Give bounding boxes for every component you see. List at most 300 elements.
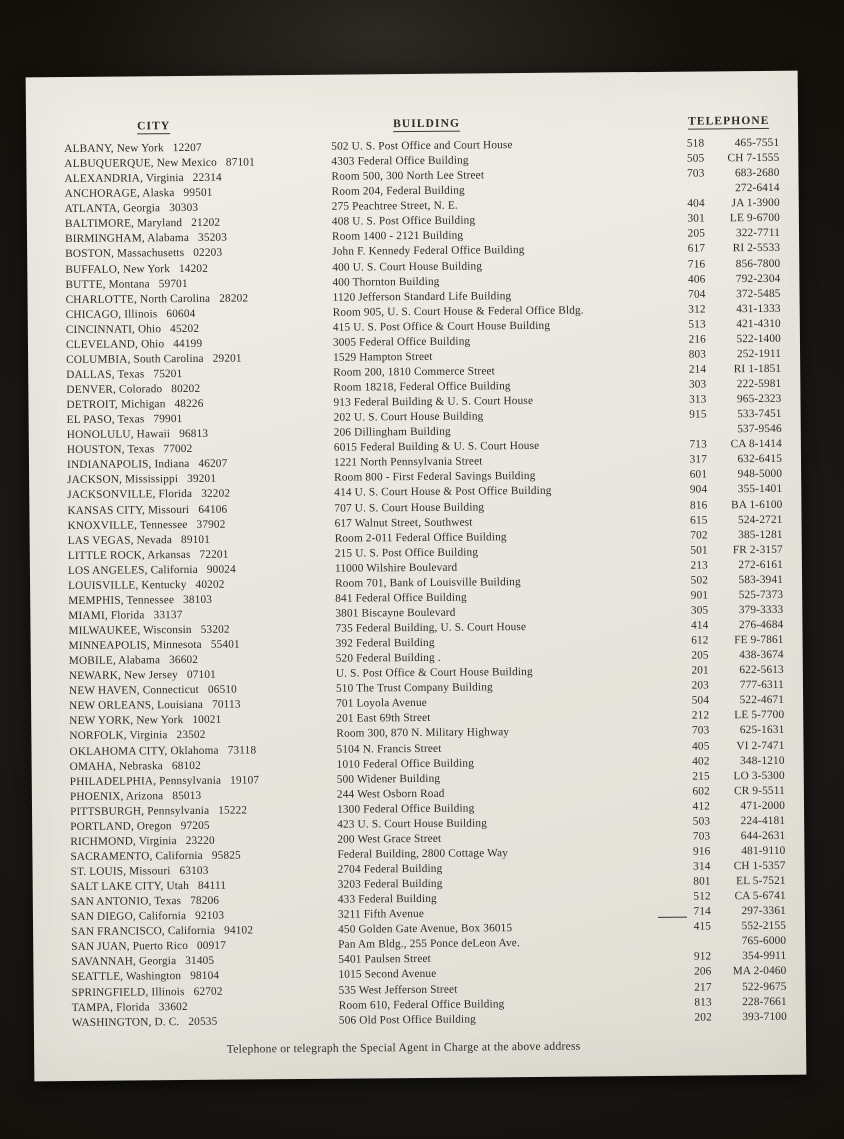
area-code-cell: 703 xyxy=(692,830,711,843)
zip-code: 06510 xyxy=(207,683,238,697)
building-cell: 913 Federal Building & U. S. Court House xyxy=(333,395,534,409)
building-cell: U. S. Post Office & Court House Building xyxy=(335,666,533,680)
city-name: OMAHA, Nebraska xyxy=(69,759,163,773)
column-header-telephone: TELEPHONE xyxy=(687,114,770,128)
building-cell: 275 Peachtree Street, N. E. xyxy=(331,199,458,213)
phone-cell: 372-5485 xyxy=(735,287,781,300)
phone-cell: LE 9-6700 xyxy=(729,212,780,225)
phone-cell: EL 5-7521 xyxy=(736,874,786,888)
zip-code: 89101 xyxy=(180,533,211,546)
phone-cell: 348-1210 xyxy=(740,754,785,767)
building-cell: 433 Federal Building xyxy=(337,892,437,906)
zip-code: 15222 xyxy=(218,804,248,817)
building-cell: 701 Loyola Avenue xyxy=(336,697,427,711)
phone-cell: 421-4310 xyxy=(736,317,781,330)
zip-code: 98104 xyxy=(190,970,220,983)
area-code-cell: 601 xyxy=(689,468,708,481)
building-cell: 3211 Fifth Avenue xyxy=(337,908,425,921)
phone-cell: 632-6415 xyxy=(737,453,783,466)
zip-code: 00917 xyxy=(196,939,227,953)
phone-cell: 385-1281 xyxy=(738,528,783,541)
city-name: MIAMI, Florida xyxy=(68,609,145,622)
city-name: TAMPA, Florida xyxy=(71,1000,150,1014)
building-cell: John F. Kennedy Federal Office Building xyxy=(332,244,525,259)
building-cell: Room 18218, Federal Office Building xyxy=(333,380,511,394)
city-name: NEWARK, New Jersey xyxy=(68,669,178,683)
area-code-cell: 201 xyxy=(691,664,709,677)
city-name: LOS ANGELES, California xyxy=(67,563,198,577)
building-cell: 3801 Biscayne Boulevard xyxy=(335,606,456,620)
city-name: LOUISVILLE, Kentucky xyxy=(68,578,187,592)
phone-cell: 522-9675 xyxy=(742,980,787,993)
area-code-cell: 415 xyxy=(693,920,712,933)
building-cell: 392 Federal Building xyxy=(335,636,435,650)
building-cell: Room 1400 - 2121 Building xyxy=(331,229,464,244)
phone-cell: 644-2631 xyxy=(740,829,786,843)
zip-code: 45202 xyxy=(170,322,200,335)
building-cell: 5401 Paulsen Street xyxy=(338,953,431,967)
zip-code: 38103 xyxy=(183,593,213,606)
phone-cell: 522-1400 xyxy=(736,332,781,346)
phone-cell: 471-2000 xyxy=(740,799,786,812)
zip-code: 48226 xyxy=(174,397,204,411)
document-page xyxy=(26,71,807,1082)
building-cell: 1300 Federal Office Building xyxy=(336,802,475,816)
zip-code: 55401 xyxy=(210,638,240,651)
phone-cell: 525-7373 xyxy=(738,588,784,602)
zip-code: 59701 xyxy=(158,277,188,290)
phone-cell: 379-3333 xyxy=(738,603,784,617)
city-name: KNOXVILLE, Tennessee xyxy=(67,518,188,532)
building-cell: 400 Thornton Building xyxy=(332,275,440,289)
phone-cell: 354-9911 xyxy=(742,950,787,963)
phone-cell: 683-2680 xyxy=(734,166,780,180)
phone-cell: 533-7451 xyxy=(737,407,782,421)
zip-code: 62702 xyxy=(193,985,223,998)
building-cell: 617 Walnut Street, Southwest xyxy=(334,516,473,530)
phone-cell: 222-5981 xyxy=(736,377,782,391)
zip-code: 39201 xyxy=(187,473,217,486)
phone-cell: 224-4181 xyxy=(740,814,786,827)
zip-code: 23220 xyxy=(185,834,215,847)
phone-cell: RI 1-1851 xyxy=(733,362,782,376)
city-name: SALT LAKE CITY, Utah xyxy=(70,880,190,894)
building-cell: 1529 Hampton Street xyxy=(333,350,433,364)
phone-cell: 965-2323 xyxy=(736,392,782,406)
area-code-cell: 314 xyxy=(693,860,711,873)
zip-code: 20535 xyxy=(188,1015,218,1028)
column-header-city: CITY xyxy=(137,120,171,133)
building-cell: Room 701, Bank of Louisville Building xyxy=(335,575,521,590)
building-cell: Room 800 - First Federal Savings Building xyxy=(334,470,536,485)
zip-code: 29201 xyxy=(212,352,242,365)
phone-cell: 297-3361 xyxy=(741,904,786,918)
building-cell: 707 U. S. Court House Building xyxy=(334,500,485,515)
area-code-cell: 501 xyxy=(690,544,708,557)
building-cell: 510 The Trust Company Building xyxy=(335,681,493,695)
phone-cell: 583-3941 xyxy=(738,573,784,586)
building-cell: 1221 North Pennsylvania Street xyxy=(333,455,483,470)
area-code-cell: 217 xyxy=(694,980,712,994)
city-name: CINCINNATI, Ohio xyxy=(65,322,162,336)
city-name: HONOLULU, Hawaii xyxy=(66,428,171,442)
city-name: PITTSBURGH, Pennsylvania xyxy=(69,804,210,818)
phone-cell: 792-2304 xyxy=(735,272,781,285)
area-code-cell: 702 xyxy=(690,529,708,542)
phone-cell: 948-5000 xyxy=(737,468,783,481)
building-cell: 6015 Federal Building & U. S. Court House xyxy=(333,440,540,454)
phone-cell: 524-2721 xyxy=(737,513,783,526)
city-name: ALBUQUERQUE, New Mexico xyxy=(64,156,217,171)
city-name: BIRMINGHAM, Alabama xyxy=(64,232,190,246)
zip-code: 44199 xyxy=(173,337,203,350)
city-name: JACKSONVILLE, Florida xyxy=(67,488,193,502)
building-cell: 1010 Federal Office Building xyxy=(336,757,475,771)
area-code-cell: 704 xyxy=(688,288,706,301)
zip-code: 92103 xyxy=(195,909,225,923)
zip-code: 99501 xyxy=(183,186,213,200)
zip-code: 12207 xyxy=(172,141,202,155)
city-name: PHOENIX, Arizona xyxy=(69,789,164,803)
city-name: SAN JUAN, Puerto Rico xyxy=(71,940,189,954)
zip-code: 60604 xyxy=(166,307,196,320)
zip-code: 19107 xyxy=(230,774,260,787)
city-name: PHILADELPHIA, Pennsylvania xyxy=(69,774,222,788)
area-code-cell: 404 xyxy=(687,197,705,210)
city-name: LITTLE ROCK, Arkansas xyxy=(67,548,191,562)
zip-code: 28202 xyxy=(219,292,249,305)
footer-note: Telephone or telegraph the Special Agent in Charge at the above address xyxy=(226,1039,581,1056)
city-name: NORFOLK, Virginia xyxy=(69,729,168,743)
phone-cell: 625-1631 xyxy=(739,724,785,737)
building-cell: 502 U. S. Post Office and Court House xyxy=(331,139,513,153)
city-name: ATLANTA, Georgia xyxy=(64,202,161,216)
area-code-cell: 703 xyxy=(691,724,710,738)
city-name: MEMPHIS, Tennessee xyxy=(68,593,175,607)
zip-code: 73118 xyxy=(227,743,257,757)
building-cell: 201 East 69th Street xyxy=(336,712,431,726)
area-code-cell: 612 xyxy=(691,634,709,647)
area-code-cell: 206 xyxy=(694,965,712,979)
phone-cell: LO 3-5300 xyxy=(733,769,785,782)
building-cell: 1015 Second Avenue xyxy=(338,968,437,982)
zip-code: 78206 xyxy=(190,894,220,908)
area-code-cell: 713 xyxy=(689,438,707,451)
city-name: NEW ORLEANS, Louisiana xyxy=(69,699,204,713)
city-name: DETROIT, Michigan xyxy=(66,398,166,412)
building-cell: Room 610, Federal Office Building xyxy=(338,997,505,1012)
zip-code: 31405 xyxy=(185,955,215,968)
directory-rows xyxy=(64,136,787,1031)
phone-cell: LE 5-7700 xyxy=(734,709,785,722)
area-code-cell: 205 xyxy=(687,227,706,240)
city-name: SAVANNAH, Georgia xyxy=(71,955,177,969)
city-name: SACRAMENTO, California xyxy=(70,849,203,863)
phone-cell: BA 1-6100 xyxy=(731,498,783,511)
zip-code: 33602 xyxy=(158,1000,188,1013)
building-cell: Room 200, 1810 Commerce Street xyxy=(333,365,495,379)
area-code-cell: 617 xyxy=(687,242,706,256)
area-code-cell: 202 xyxy=(694,1011,712,1024)
zip-code: 32202 xyxy=(201,488,231,501)
city-name: INDIANAPOLIS, Indiana xyxy=(66,458,190,472)
area-code-cell: 504 xyxy=(691,694,710,707)
area-code-cell: 816 xyxy=(689,498,708,512)
building-cell: Room 300, 870 N. Military Highway xyxy=(336,726,510,741)
area-code-cell: 502 xyxy=(690,574,709,587)
zip-code: 64106 xyxy=(198,503,228,516)
phone-cell: RI 2-5533 xyxy=(732,242,781,255)
city-name: HOUSTON, Texas xyxy=(66,443,155,457)
building-cell: 408 U. S. Post Office Building xyxy=(331,214,476,229)
city-name: MILWAUKEE, Wisconsin xyxy=(68,623,192,638)
city-cell xyxy=(72,1013,339,1030)
zip-code: 22314 xyxy=(192,171,222,185)
zip-code: 77002 xyxy=(163,443,193,456)
city-name: NEW HAVEN, Connecticut xyxy=(68,684,200,698)
area-code-cell: 803 xyxy=(688,348,707,361)
area-code-cell: 503 xyxy=(692,815,711,828)
phone-cell: 481-9110 xyxy=(741,844,786,858)
phone-cell: 777-6311 xyxy=(739,679,785,692)
city-name: DALLAS, Texas xyxy=(66,368,145,381)
area-code-cell xyxy=(671,935,711,950)
area-code-cell: 916 xyxy=(692,845,711,858)
area-code-cell: 313 xyxy=(689,393,707,406)
city-name: LAS VEGAS, Nevada xyxy=(67,533,173,547)
area-code-cell: 901 xyxy=(690,589,709,602)
phone-cell: 355-1401 xyxy=(737,483,783,496)
area-code-cell: 615 xyxy=(690,514,708,527)
area-code-cell: 406 xyxy=(687,273,706,286)
phone-cell: 431-1333 xyxy=(736,302,781,315)
city-name: ALEXANDRIA, Virginia xyxy=(64,172,184,186)
area-code-cell: 703 xyxy=(687,167,705,180)
city-name: SAN ANTONIO, Texas xyxy=(70,895,182,909)
area-code-cell: 203 xyxy=(691,679,710,692)
area-code-cell: 317 xyxy=(689,453,708,466)
phone-cell: CR 9-5511 xyxy=(733,784,785,797)
building-cell: 1120 Jefferson Standard Life Building xyxy=(332,289,512,304)
area-code-cell: 412 xyxy=(692,800,711,813)
phone-cell: 552-2155 xyxy=(741,920,787,933)
area-code-cell: 513 xyxy=(688,318,706,331)
zip-code: 96813 xyxy=(179,427,209,441)
zip-code: 35203 xyxy=(197,232,228,245)
phone-cell: 272-6414 xyxy=(735,181,780,195)
building-cell: 400 U. S. Court House Building xyxy=(332,259,483,274)
zip-code: 40202 xyxy=(195,578,225,591)
phone-cell: CH 1-5357 xyxy=(733,859,786,873)
zip-code: 46207 xyxy=(198,457,228,471)
building-cell: 2704 Federal Building xyxy=(337,862,443,876)
building-cell: 215 U. S. Post Office Building xyxy=(334,546,479,560)
zip-code: 68102 xyxy=(171,759,201,772)
phone-cell: MA 2-0460 xyxy=(732,965,787,978)
city-name: CHARLOTTE, North Carolina xyxy=(65,292,211,306)
area-code-cell: 214 xyxy=(688,363,707,376)
phone-cell: 228-7661 xyxy=(742,995,787,1008)
phone-cell: CA 8-1414 xyxy=(730,438,782,451)
zip-code: 97205 xyxy=(180,819,210,832)
area-code-cell: 301 xyxy=(687,212,705,225)
building-cell: 415 U. S. Post Office & Court House Building xyxy=(332,319,551,334)
phone-cell: 276-4684 xyxy=(738,618,784,632)
building-cell: 841 Federal Office Building xyxy=(335,591,467,605)
city-name: RICHMOND, Virginia xyxy=(70,834,177,848)
city-name: EL PASO, Texas xyxy=(66,413,145,427)
zip-code: 95825 xyxy=(211,849,241,862)
zip-code: 07101 xyxy=(186,668,216,682)
zip-code: 14202 xyxy=(178,262,209,275)
zip-code: 10021 xyxy=(192,714,222,727)
city-name: CLEVELAND, Ohio xyxy=(65,338,165,351)
table-header xyxy=(64,115,779,137)
city-name: PORTLAND, Oregon xyxy=(70,819,172,833)
zip-code: 33137 xyxy=(153,608,183,622)
building-cell: 735 Federal Building, U. S. Court House xyxy=(335,621,527,635)
city-name: SAN DIEGO, California xyxy=(70,910,187,924)
building-cell: 450 Golden Gate Avenue, Box 36015 xyxy=(338,922,513,936)
phone-cell: 465-7551 xyxy=(734,136,780,150)
phone-cell: 522-4671 xyxy=(739,694,785,707)
city-name: BALTIMORE, Maryland xyxy=(64,217,183,231)
building-cell: 11000 Wilshire Boulevard xyxy=(334,561,458,575)
building-cell: 206 Dillingham Building xyxy=(333,425,451,439)
city-name: CHICAGO, Illinois xyxy=(65,307,158,321)
zip-code: 84111 xyxy=(197,879,227,892)
zip-code: 72201 xyxy=(199,548,229,561)
area-code-cell: 414 xyxy=(690,619,709,632)
phone-cell: JA 1-3900 xyxy=(731,197,780,210)
building-cell: Room 204, Federal Building xyxy=(331,184,465,198)
phone-cell: 622-5613 xyxy=(739,663,784,677)
building-cell: Room 905, U. S. Court House & Federal Office Bldg. xyxy=(332,304,584,319)
building-cell: 520 Federal Building . xyxy=(335,651,441,665)
phone-cell: 438-3674 xyxy=(739,648,784,662)
building-cell: 535 West Jefferson Street xyxy=(338,983,458,997)
city-name: BOSTON, Massachusetts xyxy=(65,247,185,261)
area-code-cell: 212 xyxy=(691,709,710,722)
area-code-cell: 813 xyxy=(694,995,712,1009)
area-code-cell: 505 xyxy=(686,152,705,165)
zip-code: 85013 xyxy=(172,789,202,802)
city-name: JACKSON, Mississippi xyxy=(67,473,179,487)
area-code-cell xyxy=(667,423,707,438)
city-name: COLUMBIA, South Carolina xyxy=(66,352,204,366)
city-name: NEW YORK, New York xyxy=(69,714,184,728)
city-name: DENVER, Colorado xyxy=(66,383,163,397)
phone-cell: 765-6000 xyxy=(741,935,787,948)
city-name: ALBANY, New York xyxy=(64,142,164,156)
area-code-cell: 303 xyxy=(688,378,707,391)
area-code-cell: 716 xyxy=(687,257,706,271)
city-name: SAN FRANCISCO, California xyxy=(71,925,216,939)
city-name: MOBILE, Alabama xyxy=(68,654,161,668)
building-cell: 500 Widener Building xyxy=(336,772,441,786)
building-cell: Federal Building, 2800 Cottage Way xyxy=(337,847,509,861)
area-code-cell xyxy=(665,182,705,197)
area-code-cell: 714 xyxy=(671,905,711,920)
phone-cell: 252-1911 xyxy=(736,347,782,361)
city-name: MINNEAPOLIS, Minnesota xyxy=(68,638,202,653)
area-code-cell: 205 xyxy=(691,649,709,662)
phone-cell: CA 5-6741 xyxy=(734,889,786,903)
zip-code: 79901 xyxy=(153,413,183,426)
building-cell: 3203 Federal Building xyxy=(337,877,443,891)
area-code-cell: 305 xyxy=(690,604,709,617)
zip-code: 70113 xyxy=(212,698,241,712)
building-cell: 200 West Grace Street xyxy=(337,832,442,846)
area-code-cell: 312 xyxy=(688,303,706,316)
zip-code: 53202 xyxy=(200,623,230,636)
zip-code: 02203 xyxy=(193,247,223,260)
area-code-cell: 215 xyxy=(692,770,710,783)
zip-code: 23502 xyxy=(176,729,206,742)
city-name: WASHINGTON, D. C. xyxy=(71,1015,180,1029)
area-code-cell: 405 xyxy=(692,739,710,753)
area-code-cell: 213 xyxy=(690,559,708,572)
building-cell: 506 Old Post Office Building xyxy=(338,1013,476,1027)
area-code-cell: 512 xyxy=(693,890,711,903)
building-cell: 202 U. S. Court House Building xyxy=(333,410,484,424)
city-name: BUFFALO, New York xyxy=(65,262,171,276)
city-name: ANCHORAGE, Alaska xyxy=(64,187,175,201)
building-cell: 4303 Federal Office Building xyxy=(331,154,469,168)
zip-code: 21202 xyxy=(191,217,221,230)
building-cell: Pan Am Bldg., 255 Ponce deLeon Ave. xyxy=(338,937,520,952)
area-code-cell: 912 xyxy=(693,950,712,963)
zip-code: 37902 xyxy=(196,518,226,531)
building-cell: Room 500, 300 North Lee Street xyxy=(331,169,485,183)
phone-cell: CH 7-1555 xyxy=(727,151,780,165)
area-code-cell: 602 xyxy=(692,785,710,798)
area-code-cell: 915 xyxy=(689,408,707,421)
building-cell: Room 2-011 Federal Office Building xyxy=(334,530,507,545)
phone-cell: 393-7100 xyxy=(742,1010,787,1023)
phone-cell: 537-9546 xyxy=(737,422,782,436)
city-name: BUTTE, Montana xyxy=(65,277,150,291)
column-header-building: BUILDING xyxy=(393,117,461,131)
city-name: SEATTLE, Washington xyxy=(71,970,182,984)
area-code-cell: 216 xyxy=(688,333,706,346)
building-cell: 244 West Osborn Road xyxy=(336,787,445,801)
zip-code: 94102 xyxy=(224,924,254,937)
phone-cell: 272-6161 xyxy=(738,558,783,571)
zip-code: 36602 xyxy=(169,654,199,667)
zip-code: 75201 xyxy=(153,367,183,381)
phone-cell: FE 9-7861 xyxy=(734,633,784,647)
building-cell: 5104 N. Francis Street xyxy=(336,742,442,756)
city-name: SPRINGFIELD, Illinois xyxy=(71,985,185,999)
zip-code: 87101 xyxy=(225,156,255,169)
city-name: OKLAHOMA CITY, Oklahoma xyxy=(69,744,219,758)
zip-code: 63103 xyxy=(179,864,209,878)
area-code-cell: 402 xyxy=(692,755,710,768)
phone-cell: FR 2-3157 xyxy=(732,543,783,556)
phone-cell: 856-7800 xyxy=(735,257,781,270)
zip-code: 30303 xyxy=(169,202,199,215)
phone-cell: VI 2-7471 xyxy=(736,739,785,752)
building-cell: 414 U. S. Court House & Post Office Building xyxy=(334,485,552,500)
city-name: KANSAS CITY, Missouri xyxy=(67,503,190,517)
building-cell: 423 U. S. Court House Building xyxy=(337,817,488,831)
area-code-cell: 518 xyxy=(686,137,705,150)
city-name: ST. LOUIS, Missouri xyxy=(70,865,171,879)
area-code-cell: 801 xyxy=(693,875,711,888)
building-cell: 3005 Federal Office Building xyxy=(332,335,471,349)
area-code-cell: 904 xyxy=(689,483,708,497)
